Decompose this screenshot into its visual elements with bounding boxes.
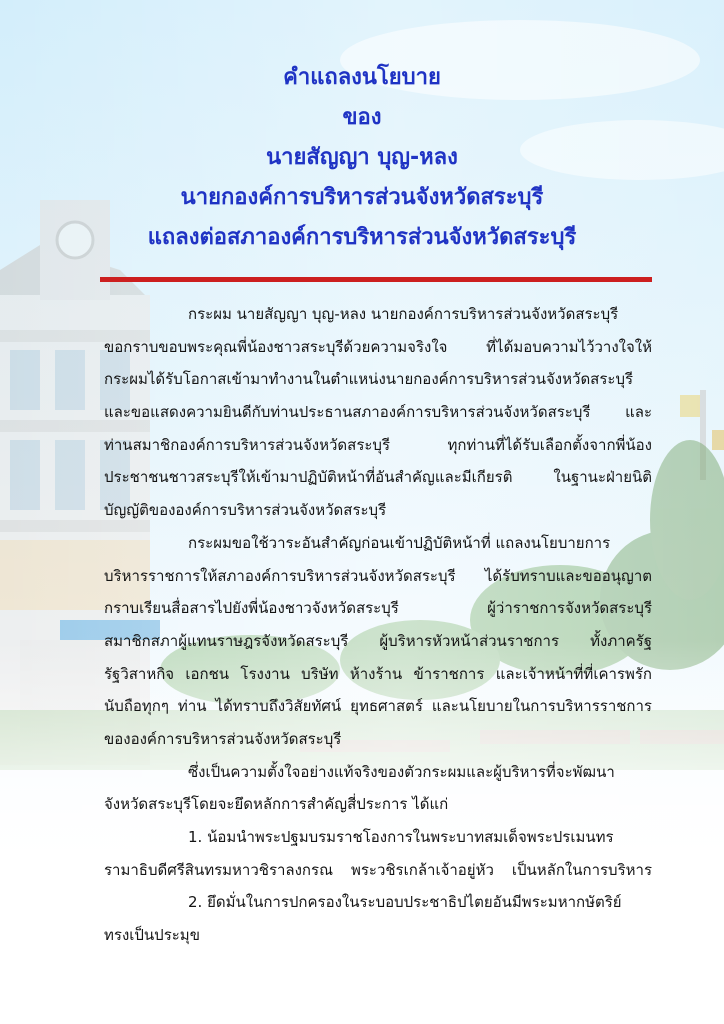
document-body [104,298,652,952]
list-item-line: 1. น้อมนำพระปฐมบรมราชโองการในพระบาทสมเด็จพระปรเมนทร [188,828,614,846]
header-of-label: ของ [342,105,382,130]
paragraph-line: ซึ่งเป็นความตั้งใจอย่างแท้จริงของตัวกระผมและผู้บริหารที่จะพัฒนา [188,762,615,781]
list-item-line: ทรงเป็นประมุข [104,926,200,945]
list-item-line: 2. ยึดมั่นในการปกครองในระบอบประชาธิปไตยอันมีพระมหากษัตริย์ [188,893,622,912]
document-title: คำแถลงนโยบาย [283,65,441,90]
paragraph-line: บัญญัติขององค์การบริหารส่วนจังหวัดสระบุรี [104,501,387,520]
paragraph-line: ท่านสมาชิกองค์การบริหารส่วนจังหวัดสระบุรี ทุกท่านที่ได้รับเลือกตั้งจากพี่น้อง [104,435,652,454]
paragraph-line: นับถือทุกๆ ท่าน ได้ทราบถึงวิสัยทัศน์ ยุทธศาสตร์ และนโยบายในการบริหารราชการ [104,697,652,716]
paragraph-line: ประชาชนชาวสระบุรีให้เข้ามาปฏิบัติหน้าที่อันสำคัญและมีเกียรติ ในฐานะฝ่ายนิติ [104,468,652,487]
audience-line: แถลงต่อสภาองค์การบริหารส่วนจังหวัดสระบุรี [147,225,577,250]
list-item-line: รามาธิบดีศรีสินทรมหาวชิราลงกรณ พระวชิรเกล้าเจ้าอยู่หัว เป็นหลักในการบริหาร [104,860,652,879]
paragraph-line: ขอกราบขอบพระคุณพี่น้องชาวสระบุรีด้วยความจริงใจ ที่ได้มอบความไว้วางใจให้ [104,337,652,356]
speaker-name: นายสัญญา บุญ-หลง [266,145,458,170]
paragraph-line: กระผมขอใช้วาระอันสำคัญก่อนเข้าปฏิบัติหน้าที่ แถลงนโยบายการ [188,533,611,552]
header-divider [100,277,652,282]
paragraph-line: กระผมได้รับโอกาสเข้ามาทำงานในตำแหน่งนายกองค์การบริหารส่วนจังหวัดสระบุรี [104,370,634,389]
paragraph-line: รัฐวิสาหกิจ เอกชน โรงงาน บริษัท ห้างร้าน ข้าราชการ และเจ้าหน้าที่ที่เคารพรัก [104,664,652,683]
paragraph-line: และขอแสดงความยินดีกับท่านประธานสภาองค์การบริหารส่วนจังหวัดสระบุรี และ [104,403,652,422]
paragraph-line: กราบเรียนสื่อสารไปยังพี่น้องชาวจังหวัดสระบุรี ผู้ว่าราชการจังหวัดสระบุรี [104,599,652,618]
paragraph-line: กระผม นายสัญญา บุญ-หลง นายกองค์การบริหารส่วนจังหวัดสระบุรี [188,305,619,323]
paragraph-line: สมาชิกสภาผู้แทนราษฎรจังหวัดสระบุรี ผู้บริหารหัวหน้าส่วนราชการ ทั้งภาครัฐ [104,631,652,650]
paragraph-line: จังหวัดสระบุรีโดยจะยึดหลักการสำคัญสี่ประการ ได้แก่ [104,795,449,814]
document-header [0,58,724,258]
speaker-position: นายกองค์การบริหารส่วนจังหวัดสระบุรี [180,185,544,210]
paragraph-line: บริหารราชการให้สภาองค์การบริหารส่วนจังหวัดสระบุรี ได้รับทราบและขออนุญาต [104,566,652,585]
paragraph-line: ขององค์การบริหารส่วนจังหวัดสระบุรี [104,729,342,748]
